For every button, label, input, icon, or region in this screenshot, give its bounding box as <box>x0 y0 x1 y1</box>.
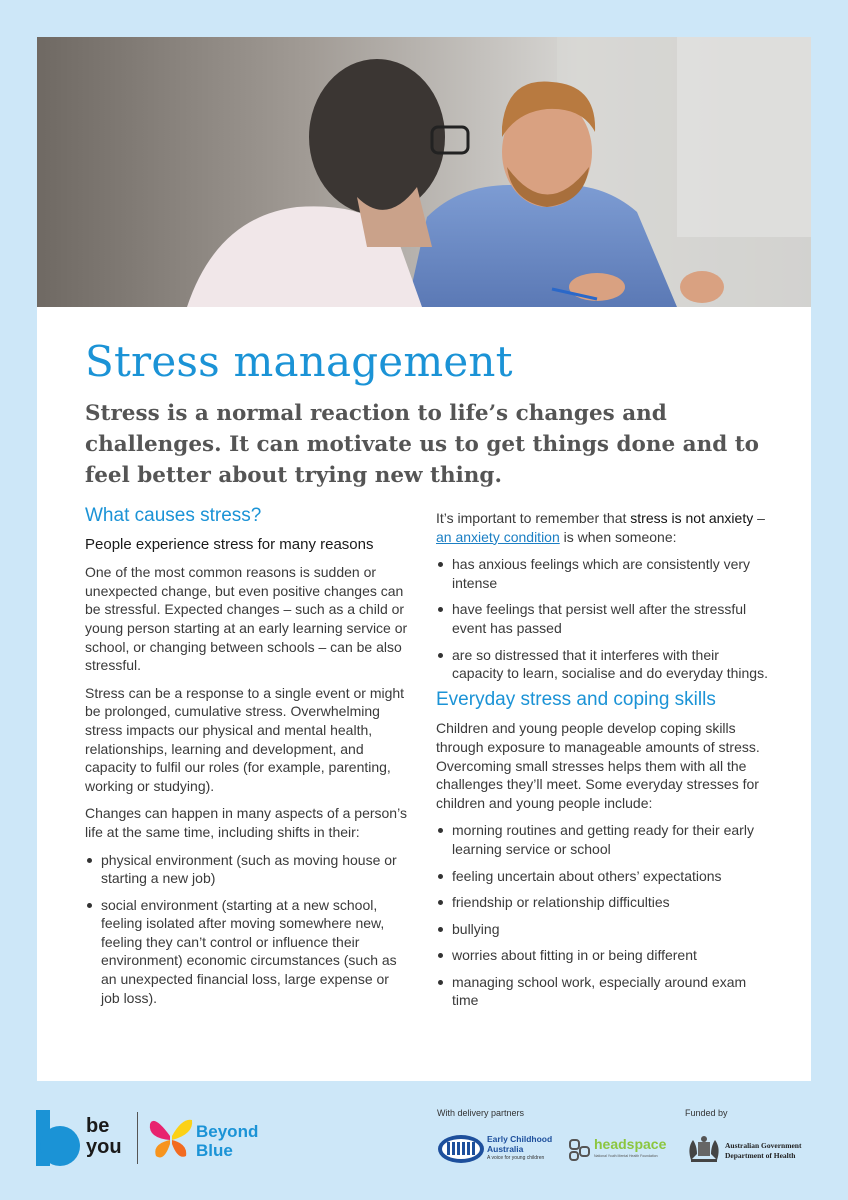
coat-of-arms-icon <box>685 1134 723 1164</box>
intro-emphasis: stress is not anxiety <box>630 510 754 526</box>
butterfly-icon <box>148 1114 194 1162</box>
shifts-list <box>85 851 410 1008</box>
eca-emblem-icon <box>437 1134 485 1164</box>
beyond-text: Beyond <box>196 1122 259 1141</box>
paragraph: One of the most common reasons is sudden or unexpected change, but even positive changes can be stressful. Expected changes – such as a child or young person starting at an early learning service or school, or changing between schools – can be also stressful. <box>85 564 408 674</box>
list-item: are so distressed that it interferes with their capacity to learn, socialise and do everyday things. <box>436 646 771 683</box>
list-item: social environment (starting at a new school, feeling isolated after moving somewhere new, feeling they can’t control or influence their environment) economic circumstances (such as an unexpected financial loss, large expense or job loss). <box>85 896 410 1008</box>
headspace-text: headspace <box>594 1136 667 1152</box>
intro-dash: – <box>753 510 765 526</box>
gov-line2: Department of Health <box>725 1151 796 1160</box>
lead-paragraph: Stress is a normal reaction to life’s changes and challenges. It can motivate us to get things done and to feel better about trying new thing. <box>85 401 760 488</box>
anxiety-condition-link[interactable]: an anxiety condition <box>436 528 560 545</box>
gov-line1: Australian Government <box>725 1141 802 1150</box>
list-item: worries about fitting in or being different <box>436 946 771 965</box>
eca-logo <box>437 1132 557 1168</box>
section-heading-coping: Everyday stress and coping skills <box>436 688 716 710</box>
list-item: friendship or relationship difficulties <box>436 893 771 912</box>
anxiety-list <box>436 555 771 683</box>
be-you-b-icon <box>36 1110 82 1166</box>
section-heading-causes: What causes stress? <box>85 505 262 526</box>
headspace-tagline: National Youth Mental Health Foundation <box>594 1154 658 1158</box>
anxiety-intro <box>436 509 771 546</box>
paragraph: Children and young people develop coping skills through exposure to manageable amounts of stress. Overcoming small stresses helps them with all the challenges they’ll meet. Some everyday stresses for children and young people include: <box>436 720 760 811</box>
left-column <box>85 507 410 1015</box>
paragraph: Stress can be a response to a single event or might be prolonged, cumulative stress. Overwhelming stress impacts our physical and mental health, relationships, learning and development, and capacity to fulfil our roles (for example, parenting, working or studying). <box>85 684 405 794</box>
list-item: bullying <box>436 920 771 939</box>
hero-photo <box>37 37 811 307</box>
beyond-blue-logo <box>148 1114 278 1164</box>
list-item: managing school work, especially around exam time <box>436 973 771 1010</box>
australian-government-logo <box>685 1134 810 1166</box>
blue-text: Blue <box>196 1141 233 1160</box>
be-you-logo <box>36 1110 146 1166</box>
list-item: has anxious feelings which are consistently very intense <box>436 555 771 592</box>
list-item: have feelings that persist well after the stressful event has passed <box>436 600 771 637</box>
logo-divider <box>137 1112 138 1164</box>
everyday-stresses-list <box>436 821 771 1010</box>
eca-line2: Australia <box>487 1144 524 1154</box>
content-card <box>37 37 811 1081</box>
eca-line1: Early Childhood <box>487 1134 553 1144</box>
headspace-logo <box>568 1136 673 1166</box>
headspace-icon <box>568 1138 592 1162</box>
page-title: Stress management <box>85 337 513 386</box>
eca-tagline: A voice for young children <box>487 1155 545 1161</box>
subheading-reasons: People experience stress for many reasons <box>85 535 374 553</box>
be-text: be <box>86 1115 110 1137</box>
intro-text: It’s important to remember that <box>436 510 631 526</box>
list-item: physical environment (such as moving house or starting a new job) <box>85 851 410 888</box>
right-column <box>436 509 771 1018</box>
you-text: you <box>86 1136 122 1158</box>
partners-label: With delivery partners <box>437 1108 525 1118</box>
list-item: feeling uncertain about others’ expectations <box>436 867 771 886</box>
paragraph: Changes can happen in many aspects of a person’s life at the same time, including shifts in their: <box>85 805 407 840</box>
intro-text-end: is when someone: <box>559 528 677 545</box>
funded-label: Funded by <box>685 1108 728 1118</box>
list-item: morning routines and getting ready for their early learning service or school <box>436 821 771 858</box>
